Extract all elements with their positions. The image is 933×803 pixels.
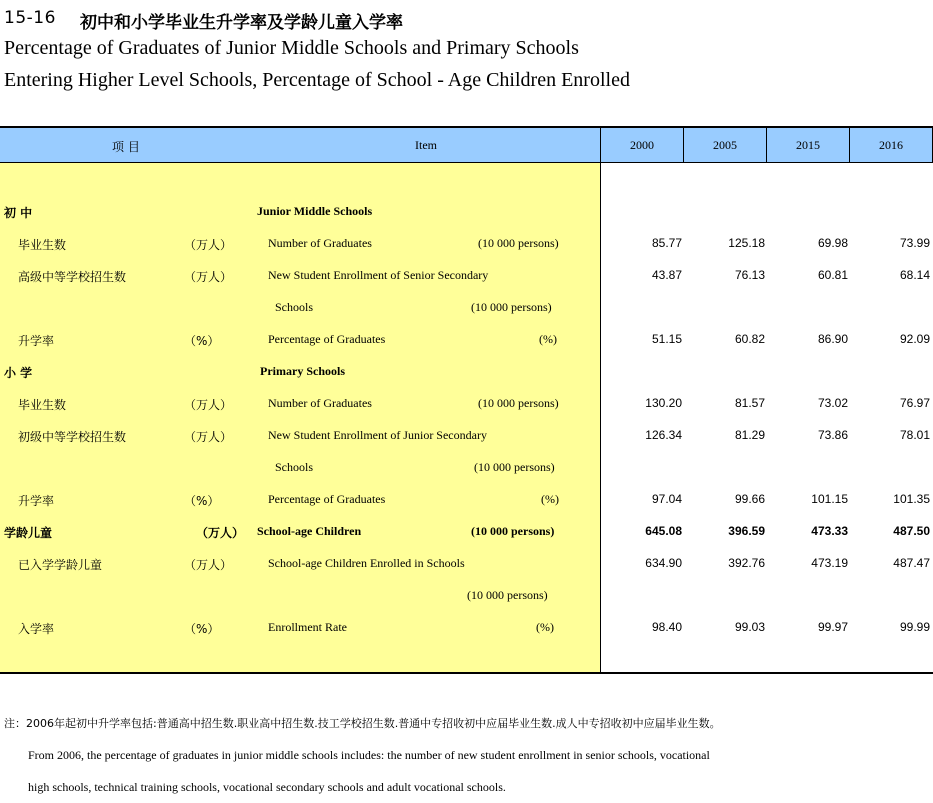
column-divider-2015: [766, 127, 767, 162]
table-cell-value: 68.14: [899, 268, 930, 282]
row-unit-en: (10 000 persons): [478, 236, 559, 250]
table-cell-value: 98.40: [651, 620, 682, 634]
table-cell-value: 92.09: [899, 332, 930, 346]
column-divider-item: [600, 127, 601, 673]
row-label-en: Percentage of Graduates: [268, 492, 386, 506]
header-year: 2005: [713, 138, 737, 152]
table-number: 15-16: [4, 8, 56, 28]
header-year: 2015: [796, 138, 820, 152]
table-header: [0, 127, 933, 162]
row-unit-cn: （万人）: [196, 526, 245, 540]
table-cell-value: 86.90: [817, 332, 848, 346]
header-item-en: Item: [415, 138, 437, 152]
table-cell-value: 396.59: [728, 524, 765, 538]
row-unit-cn: （%）: [184, 622, 220, 636]
row-label-en: New Student Enrollment of Senior Secondary: [268, 268, 489, 282]
row-unit-en: (10 000 persons): [467, 588, 548, 602]
row-label-cn: 高级中等学校招生数: [18, 270, 127, 284]
header-rule: [0, 162, 933, 163]
table-cell-value: 60.81: [817, 268, 848, 282]
row-unit-cn: （万人）: [184, 430, 233, 444]
row-label-cn: 学龄儿童: [4, 526, 53, 540]
table-cell-value: 76.97: [899, 396, 930, 410]
row-label-en: Number of Graduates: [268, 236, 372, 250]
row-unit-cn: （万人）: [184, 238, 233, 252]
table-cell-value: 99.99: [899, 620, 930, 634]
row-label-en: Number of Graduates: [268, 396, 372, 410]
title-en-line1: Percentage of Graduates of Junior Middle Schools and Primary Schools: [4, 37, 579, 59]
table-cell-value: 487.47: [893, 556, 930, 570]
table-cell-value: 81.29: [734, 428, 765, 442]
table-cell-value: 101.35: [893, 492, 930, 506]
row-unit-en: (%): [536, 620, 554, 634]
row-unit-en: (10 000 persons): [471, 300, 552, 314]
table-cell-value: 43.87: [651, 268, 682, 282]
row-unit-cn: （万人）: [184, 398, 233, 412]
row-label-cn: 升学率: [18, 494, 55, 508]
title-en-line2: Entering Higher Level Schools, Percentage of School - Age Children Enrolled: [4, 69, 630, 91]
table-cell-value: 130.20: [645, 396, 682, 410]
table-cell-value: 99.03: [734, 620, 765, 634]
table-cell-value: 473.33: [811, 524, 848, 538]
row-unit-en: (%): [539, 332, 557, 346]
header-year: 2016: [879, 138, 903, 152]
table-cell-value: 81.57: [734, 396, 765, 410]
row-label-en: Schools: [275, 460, 314, 474]
table-cell-value: 73.02: [817, 396, 848, 410]
row-label-cn: 已入学学龄儿童: [18, 558, 103, 572]
table-cell-value: 392.76: [728, 556, 765, 570]
table-cell-value: 99.66: [734, 492, 765, 506]
table-cell-value: 126.34: [645, 428, 682, 442]
row-label-en: Primary Schools: [260, 364, 345, 378]
note-en-line1: From 2006, the percentage of graduates in junior middle schools includes: the number of new student enrollment in senior schools, vocational: [28, 748, 710, 762]
row-label-en: Enrollment Rate: [268, 620, 347, 634]
table-cell-value: 78.01: [899, 428, 930, 442]
column-divider-2016: [849, 127, 850, 162]
row-label-cn: 初级中等学校招生数: [18, 430, 127, 444]
table-cell-value: 634.90: [645, 556, 682, 570]
row-label-en: School-age Children Enrolled in Schools: [268, 556, 465, 570]
row-label-cn: 入学率: [18, 622, 55, 636]
table-cell-value: 76.13: [734, 268, 765, 282]
bottom-rule: [0, 672, 933, 674]
table-cell-value: 487.50: [893, 524, 930, 538]
row-label-cn: 毕业生数: [18, 238, 67, 252]
table-cell-value: 69.98: [817, 236, 848, 250]
row-label-cn: 小 学: [4, 366, 33, 380]
table-cell-value: 97.04: [651, 492, 682, 506]
row-unit-cn: （万人）: [184, 270, 233, 284]
row-unit-cn: （%）: [184, 334, 220, 348]
row-unit-cn: （%）: [184, 494, 220, 508]
table-cell-value: 101.15: [811, 492, 848, 506]
row-label-en: New Student Enrollment of Junior Secondary: [268, 428, 487, 442]
row-label-cn: 升学率: [18, 334, 55, 348]
row-label-en: Percentage of Graduates: [268, 332, 386, 346]
note-cn: 注：2006年起初中升学率包括:普通高中招生数.职业高中招生数.技工学校招生数.普通中专招收初中应届毕业生数.成人中专招收初中应届毕业生数。: [4, 717, 721, 730]
row-unit-en: (10 000 persons): [474, 460, 555, 474]
row-label-cn: 毕业生数: [18, 398, 67, 412]
title-cn: 初中和小学毕业生升学率及学龄儿童入学率: [80, 13, 403, 33]
header-year: 2000: [630, 138, 654, 152]
row-label-en: School-age Children: [257, 524, 362, 538]
table-cell-value: 73.86: [817, 428, 848, 442]
header-item-cn: 项 目: [112, 140, 140, 154]
top-rule: [0, 126, 933, 128]
row-label-en: Schools: [275, 300, 314, 314]
row-unit-en: (10 000 persons): [478, 396, 559, 410]
table-cell-value: 125.18: [728, 236, 765, 250]
table-cell-value: 645.08: [645, 524, 682, 538]
table-cell-value: 73.99: [899, 236, 930, 250]
table-cell-value: 51.15: [651, 332, 682, 346]
table-cell-value: 85.77: [651, 236, 682, 250]
note-en-line2: high schools, technical training schools, vocational secondary schools and adult vocational schools.: [28, 780, 506, 794]
table-cell-value: 473.19: [811, 556, 848, 570]
table-cell-value: 99.97: [817, 620, 848, 634]
table-cell-value: 60.82: [734, 332, 765, 346]
row-unit-en: (%): [541, 492, 559, 506]
row-unit-cn: （万人）: [184, 558, 233, 572]
row-label-cn: 初 中: [4, 206, 33, 220]
column-divider-2005: [683, 127, 684, 162]
row-label-en: Junior Middle Schools: [257, 204, 373, 218]
row-unit-en: (10 000 persons): [471, 524, 555, 538]
